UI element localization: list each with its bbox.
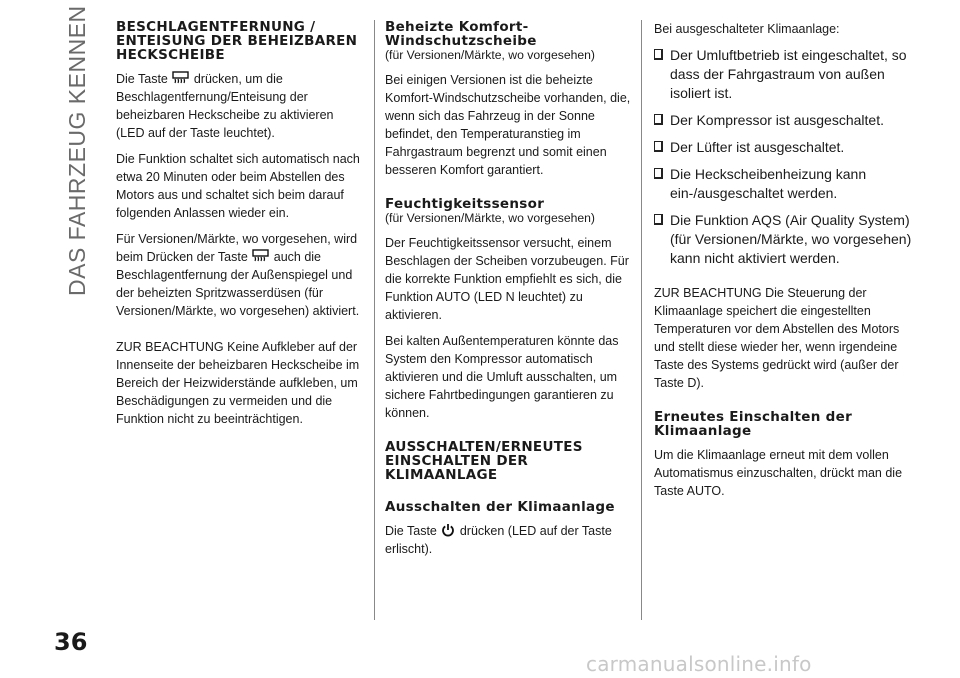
power-icon [441, 523, 455, 537]
page-number: 36 [54, 628, 88, 656]
section-title-vertical [60, 5, 100, 298]
text: Die Taste [385, 524, 437, 538]
heading-off: Ausschalten der Klimaanlage [385, 499, 615, 515]
paragraph [385, 522, 635, 558]
text: auch die Beschlagentfernung der Außenspiegel und der beheizten Spritzwasserdüsen (für Versionen/Märkte, wo vorgesehen) aktiviert. [116, 250, 360, 318]
text: Für Versionen/Märkte, wo vorgesehen, wird beim Drücken der Taste [116, 232, 358, 264]
paragraph [116, 70, 362, 142]
list-item: Die Heckscheibenheizung kann ein-/ausgeschaltet werden. [654, 165, 912, 203]
subheading: (für Versionen/Märkte, wo vorgesehen) [385, 48, 595, 62]
rear-defrost-icon [252, 249, 269, 262]
list-item: Der Umluftbetrieb ist eingeschaltet, so dass der Fahrgastraum von außen isoliert ist. [654, 46, 912, 103]
paragraph: Bei kalten Außentemperaturen könnte das System den Kompressor automatisch aktivieren und die Umluft ausschalten, um sichere Fahrtbedingungen garantieren zu können. [385, 334, 619, 420]
text: drücken, um die Beschlagentfernung/Enteisung der beheizbaren Heckscheibe zu aktivieren (LED auf der Taste leuchtet). [116, 72, 334, 140]
note: ZUR BEACHTUNG Keine Aufkleber auf der Innenseite der beheizbaren Heckscheibe im Bereich der Heizwiderstände aufkleben, um Beschädigungen zu vermeiden und die Funktion nicht zu beeinträchtigen. [116, 340, 360, 426]
subheading: (für Versionen/Märkte, wo vorgesehen) [385, 211, 595, 225]
column-1 [116, 20, 362, 428]
paragraph: Bei ausgeschalteter Klimaanlage: [654, 22, 840, 36]
checkbox-icon [654, 49, 663, 60]
paragraph: Die Funktion schaltet sich automatisch nach etwa 20 Minuten oder beim Abstellen des Motors aus und schaltet sich beim darauf folgenden Anlassen wieder ein. [116, 152, 360, 220]
paragraph [116, 230, 362, 320]
paragraph: Der Feuchtigkeitssensor versucht, einem Beschlagen der Scheiben vorzubeugen. Für die korrekte Funktion empfiehlt es sich, die Funktion AUTO (LED N leuchtet) zu aktivieren. [385, 236, 629, 322]
section-title: DAS FAHRZEUG KENNEN [64, 5, 90, 296]
column-3 [654, 20, 912, 500]
rear-defrost-icon [172, 71, 189, 84]
checkbox-icon [654, 168, 663, 179]
heading-defrost: BESCHLAGENTFERNUNG / ENTEISUNG DER BEHEIZBAREN HECKSCHEIBE [116, 19, 358, 63]
watermark: carmanualsonline.info [586, 652, 812, 676]
heading-restart: Erneutes Einschalten der Klimaanlage [654, 409, 853, 439]
heading-off-on: AUSSCHALTEN/ERNEUTES EINSCHALTEN DER KLIMAANLAGE [385, 439, 583, 483]
list-item: Der Kompressor ist ausgeschaltet. [654, 111, 912, 130]
paragraph: Bei einigen Versionen ist die beheizte Komfort-Windschutzscheibe vorhanden, die, wenn sich das Fahrzeug in der Sonne befindet, den Temperaturanstieg im Fahrgastraum begrenzt und somit einen besseren Komfort garantiert. [385, 73, 631, 177]
checkbox-icon [654, 141, 663, 152]
text: Die Taste [116, 72, 168, 86]
heading-sensor: Feuchtigkeitssensor [385, 196, 545, 212]
list-item: Der Lüfter ist ausgeschaltet. [654, 138, 912, 157]
column-divider [374, 20, 375, 620]
heading-windshield: Beheizte Komfort-Windschutzscheibe [385, 19, 537, 49]
text: drücken (LED auf der Taste erlischt). [385, 524, 612, 556]
column-divider [641, 20, 642, 620]
checkbox-icon [654, 114, 663, 125]
checkbox-icon [654, 214, 663, 225]
note: ZUR BEACHTUNG Die Steuerung der Klimaanlage speichert die eingestellten Temperaturen vor dem Abstellen des Motors und stellt diese wieder her, wenn irgendeine Taste des Systems gedrückt wird (außer der Taste D). [654, 286, 900, 390]
column-2 [385, 20, 635, 558]
paragraph: Um die Klimaanlage erneut mit dem vollen Automatismus einzuschalten, drückt man die Taste AUTO. [654, 448, 903, 498]
checklist [654, 46, 912, 268]
list-item: Die Funktion AQS (Air Quality System) (für Versionen/Märkte, wo vorgesehen) kann nicht aktiviert werden. [654, 211, 912, 268]
